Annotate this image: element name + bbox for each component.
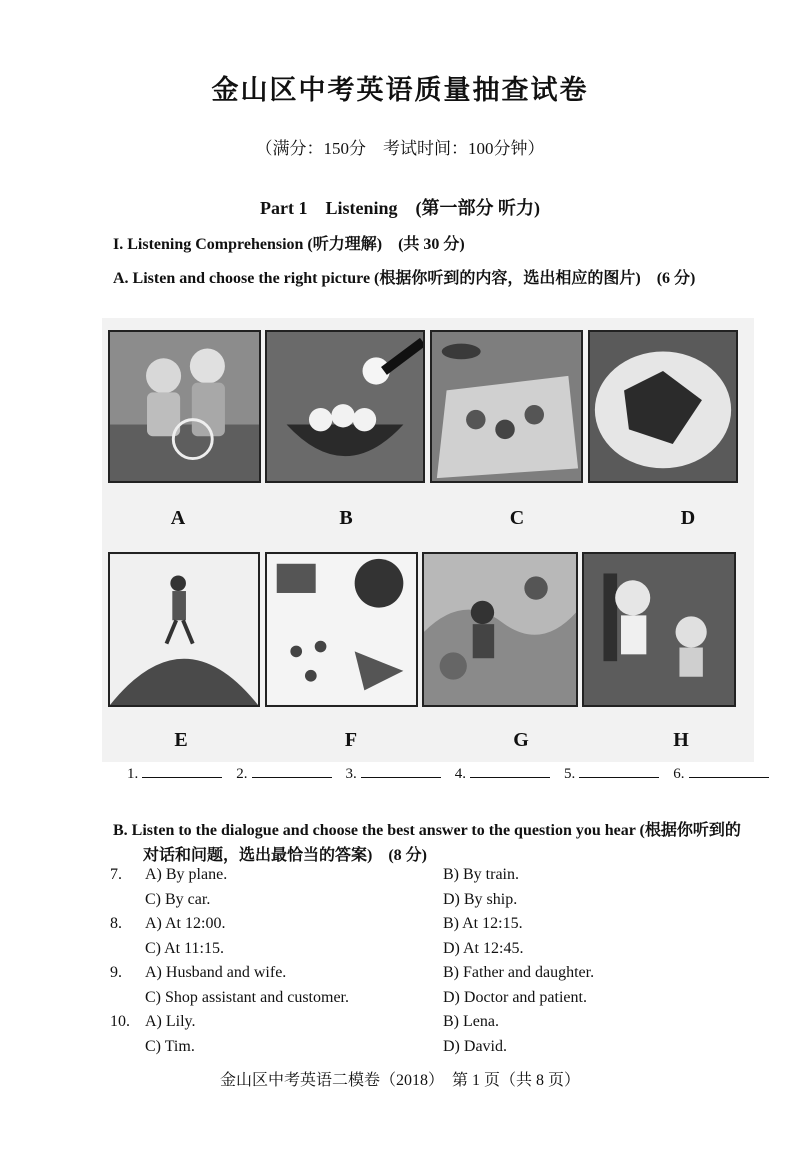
exam-subtitle: （满分：150分 考试时间：100分钟） [255, 139, 545, 158]
blank-number: 6. [673, 766, 685, 782]
picture-label-c: C [509, 507, 525, 529]
picture-label-d: D [680, 507, 696, 529]
option-d[interactable]: D) Doctor and patient. [443, 989, 587, 1006]
picture-f [265, 552, 418, 707]
blank-number: 3. [345, 766, 357, 782]
picture-e [108, 552, 260, 707]
option-c[interactable]: C) Tim. [145, 1038, 195, 1055]
picture-label-e: E [174, 729, 188, 751]
question-number: 9. [110, 964, 122, 981]
picture-label-h: H [673, 729, 689, 751]
blank-number: 2. [236, 766, 248, 782]
answer-blank-4[interactable] [455, 766, 550, 783]
question-number: 10. [110, 1013, 130, 1030]
exercising-kids-icon [584, 554, 734, 705]
option-b[interactable]: B) Father and daughter. [443, 964, 595, 981]
option-d[interactable]: D) David. [443, 1038, 507, 1055]
blank-number: 1. [127, 766, 139, 782]
section-b-heading [113, 818, 773, 868]
option-c[interactable]: C) By car. [145, 891, 211, 908]
part-heading: Part 1 Listening (第一部分 听力) [260, 198, 540, 218]
section-b-heading-line1: B. Listen to the dialogue and choose the best answer to the question you hear (根据你听到的 [113, 822, 741, 839]
picture-h [582, 552, 736, 707]
zongzi-plate-icon [590, 332, 736, 481]
picture-label-a: A [170, 507, 186, 529]
option-c[interactable]: C) At 11:15. [145, 940, 224, 957]
option-b[interactable]: B) Lena. [443, 1013, 499, 1030]
picture-c [430, 330, 583, 483]
answer-blank-2[interactable] [236, 766, 331, 783]
hiking-kids-icon [424, 554, 576, 705]
answer-blanks [127, 766, 769, 783]
exam-title: 金山区中考英语质量抽查试卷 [211, 75, 589, 106]
option-a[interactable]: A) Husband and wife. [145, 964, 287, 981]
question-number: 8. [110, 915, 122, 932]
option-a[interactable]: A) By plane. [145, 866, 228, 883]
rice-balls-bowl-icon [267, 332, 423, 481]
answer-blank-3[interactable] [346, 766, 441, 783]
blank-number: 4. [454, 766, 466, 782]
picture-label-f: F [344, 729, 358, 751]
option-c[interactable]: C) Shop assistant and customer. [145, 989, 349, 1006]
picture-d [588, 330, 738, 483]
picnic-icon [432, 332, 581, 481]
section-heading: I. Listening Comprehension (听力理解) (共 30 分) [113, 236, 465, 253]
picture-label-b: B [339, 507, 353, 529]
section-a-heading: A. Listen and choose the right picture (根据你听到的内容，选出相应的图片) (6 分) [113, 270, 696, 287]
blank-number: 5. [564, 766, 576, 782]
option-d[interactable]: D) At 12:45. [443, 940, 524, 957]
option-b[interactable]: B) By train. [443, 866, 519, 883]
hobbies-collage-icon [267, 554, 416, 705]
picture-a [108, 330, 261, 483]
option-a[interactable]: A) At 12:00. [145, 915, 226, 932]
option-a[interactable]: A) Lily. [145, 1013, 196, 1030]
page-footer: 金山区中考英语二模卷（2018） 第 1 页（共 8 页） [219, 1072, 580, 1089]
picture-g [422, 552, 578, 707]
answer-blank-5[interactable] [564, 766, 659, 783]
question-number: 7. [110, 866, 122, 883]
picture-b [265, 330, 425, 483]
section-b-heading-line2: 对话和问题，选出最恰当的答案) (8 分) [143, 847, 427, 864]
option-d[interactable]: D) By ship. [443, 891, 518, 908]
answer-blank-1[interactable] [127, 766, 222, 783]
elderly-couple-icon [110, 332, 259, 481]
option-b[interactable]: B) At 12:15. [443, 915, 523, 932]
picture-label-g: G [513, 729, 529, 751]
traveler-on-globe-icon [110, 554, 258, 705]
answer-blank-6[interactable] [673, 766, 768, 783]
